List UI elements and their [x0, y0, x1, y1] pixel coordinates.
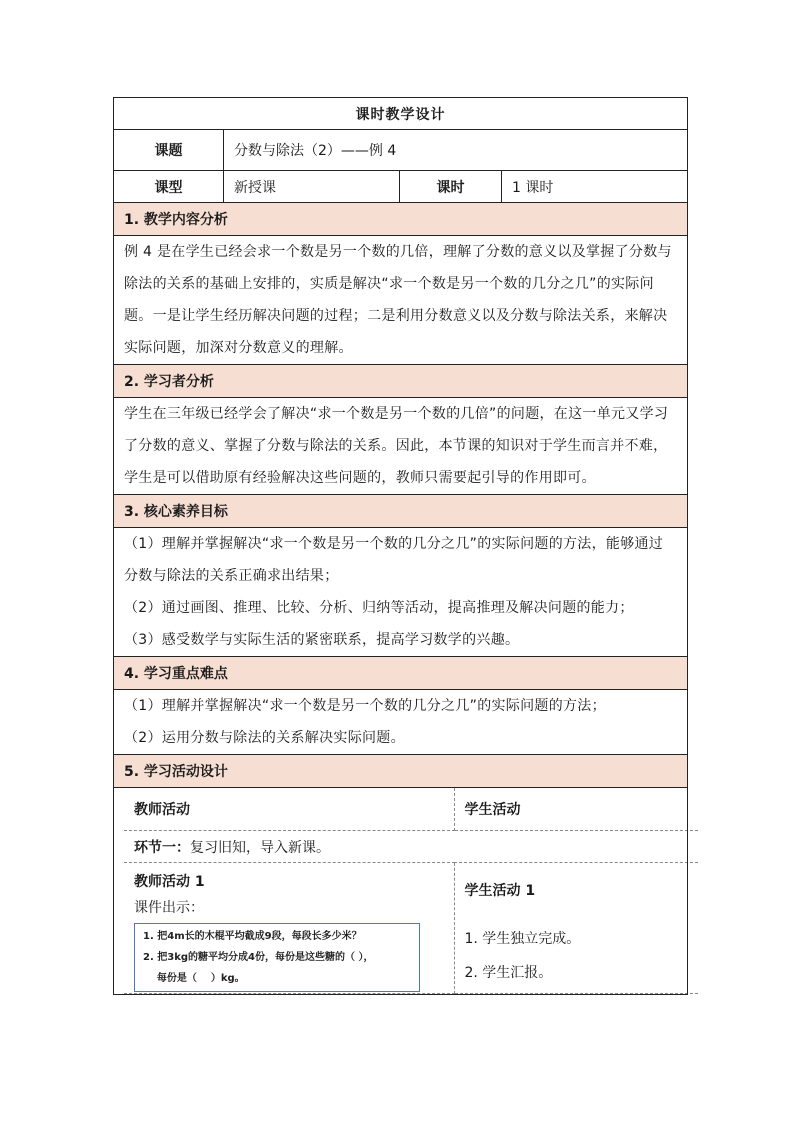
student-step: 2. 学生汇报。 [464, 965, 553, 981]
class-hours-value: 1 课时 [502, 171, 688, 203]
course-type-label: 课型 [114, 171, 224, 203]
courseware-box [134, 923, 420, 992]
activity-section [114, 788, 688, 995]
section-body-key-points [114, 690, 688, 755]
section-body-core-goals [114, 528, 688, 657]
lesson-plan-table [113, 97, 688, 995]
teacher-activity-header: 教师活动 [124, 788, 454, 831]
goal-item: （1）理解并掌握解决“求一个数是另一个数的几分之几”的实际问题的方法，能够通过分数与除法的关系正确求出结果； [124, 536, 664, 584]
goal-item: （3）感受数学与实际生活的紧密联系，提高学习数学的兴趣。 [124, 632, 520, 648]
section-heading-core-goals: 3. 核心素养目标 [114, 495, 688, 528]
goal-item: （2）通过画图、推理、比较、分析、归纳等活动，提高推理及解决问题的能力； [124, 600, 634, 616]
section-body-learner-analysis [114, 398, 688, 495]
paragraph: 例 4 是在学生已经会求一个数是另一个数的几倍，理解了分数的意义以及掌握了分数与除法的关系的基础上安排的，实质是解决“求一个数是另一个数的几分之几”的实际问题。一是让学生经历解决问题的过程；二是利用分数意义以及分数与除法关系，来解决实际问题，加深对分数意义的理解。 [124, 244, 672, 356]
stage-one-text: 复习旧知，导入新课。 [190, 839, 330, 856]
section-body-content-analysis [114, 236, 688, 365]
student-step: 1. 学生独立完成。 [464, 931, 581, 947]
stage-one-row [124, 831, 698, 863]
course-type-value: 新授课 [224, 171, 400, 203]
student-activity-title: 学生活动 1 [464, 883, 536, 899]
key-point-item: （1）理解并掌握解决“求一个数是另一个数的几分之几”的实际问题的方法； [124, 698, 606, 714]
courseware-line: 2. 把3kg的糖平均分成4份，每份是这些糖的（ ）， [143, 951, 374, 963]
document-title: 课时教学设计 [114, 98, 688, 130]
courseware-label: 课件出示： [134, 899, 204, 916]
key-point-item: （2）运用分数与除法的关系解决实际问题。 [124, 730, 405, 746]
student-activity-cell [454, 863, 698, 994]
courseware-line: 每份是（ ）kg。 [143, 972, 245, 984]
teacher-activity-title: 教师活动 1 [134, 873, 205, 890]
section-heading-key-points: 4. 学习重点难点 [114, 657, 688, 690]
class-hours-label: 课时 [400, 171, 502, 203]
courseware-line: 1. 把4m长的木棍平均截成9段，每段长多少米？ [143, 930, 362, 942]
section-heading-content-analysis: 1. 教学内容分析 [114, 203, 688, 236]
topic-value: 分数与除法（2）——例 4 [224, 130, 688, 171]
stage-one-label: 环节一： [134, 839, 190, 856]
section-heading-learner-analysis: 2. 学习者分析 [114, 365, 688, 398]
lesson-plan-document [113, 97, 687, 995]
student-activity-header: 学生活动 [454, 788, 698, 831]
paragraph: 学生在三年级已经学会了解决“求一个数是另一个数的几倍”的问题，在这一单元又学习了分数的意义、掌握了分数与除法的关系。因此，本节课的知识对于学生而言并不难，学生是可以借助原有经验解决这些问题的，教师只需要起引导的作用即可。 [124, 406, 669, 486]
section-heading-activity-design: 5. 学习活动设计 [114, 755, 688, 788]
activity-table [124, 788, 698, 994]
topic-label: 课题 [114, 130, 224, 171]
teacher-activity-cell [124, 863, 454, 994]
